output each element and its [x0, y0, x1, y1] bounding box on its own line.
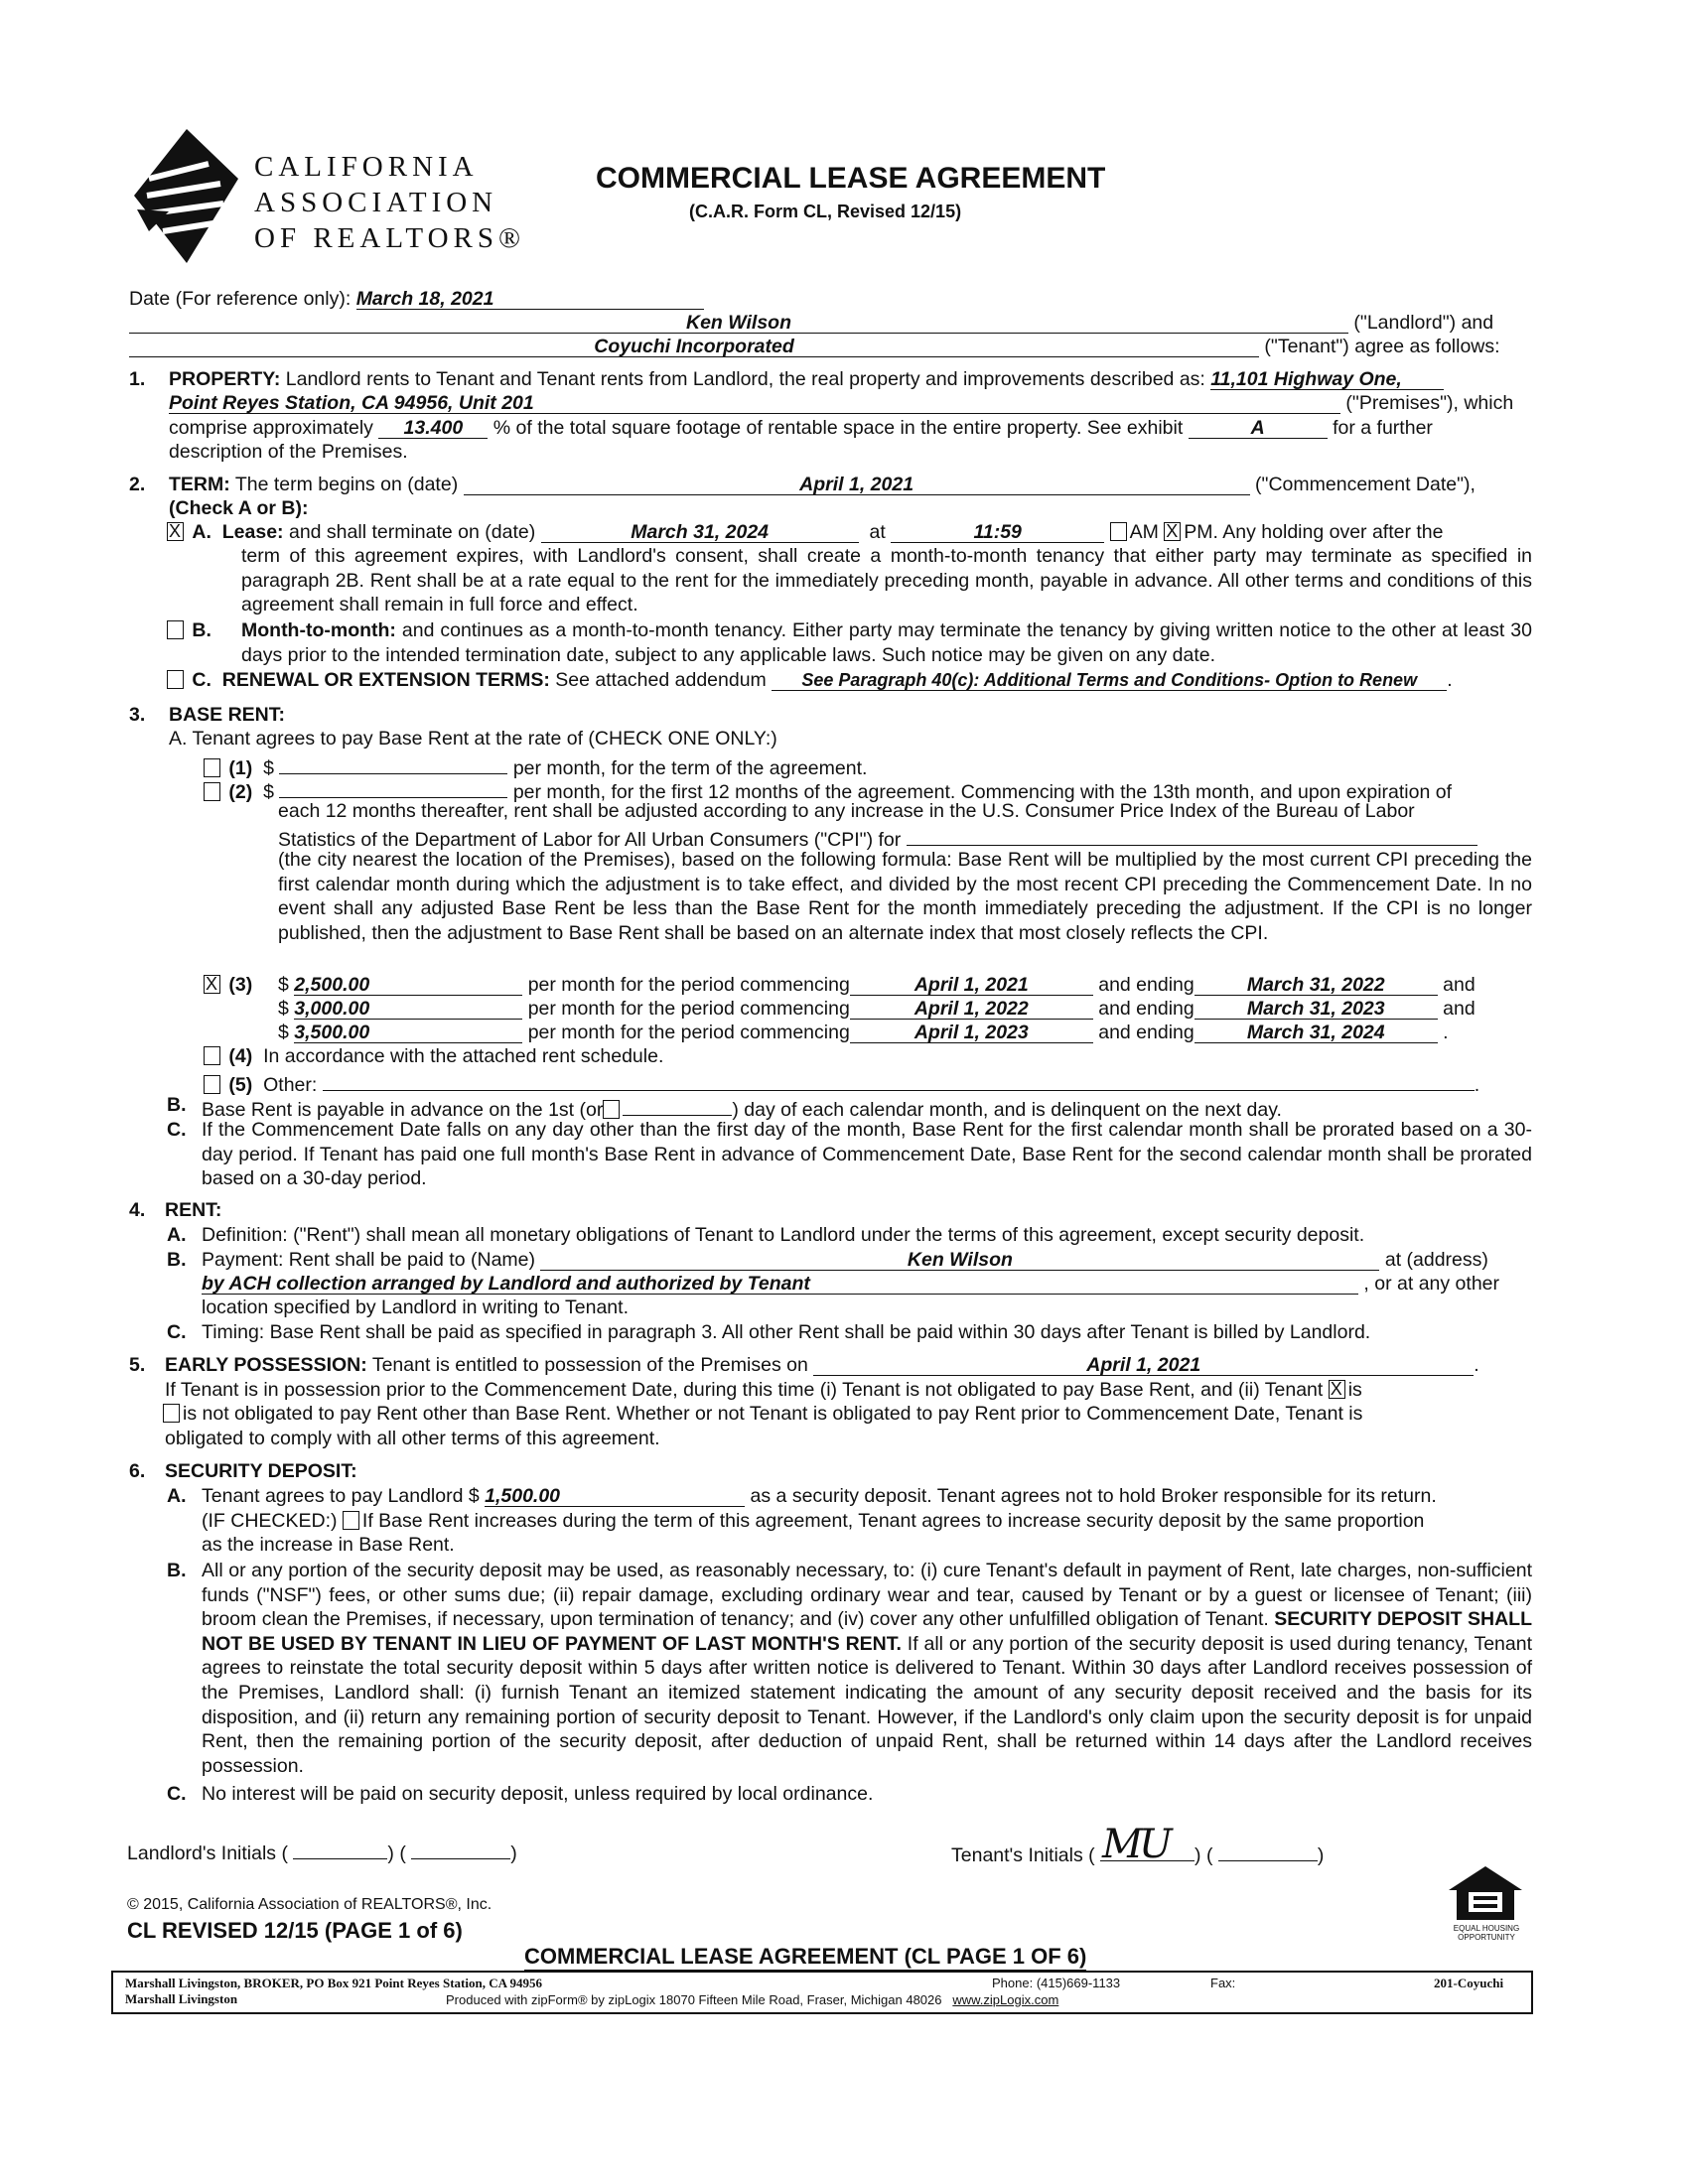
car-logo-icon: [129, 124, 243, 268]
rent-row-dollar: $: [278, 974, 289, 996]
rent-row-end: March 31, 2023: [1246, 998, 1385, 1020]
property-address-1: 11,101 Highway One,: [1210, 368, 1402, 390]
tenant-initials-close: ): [1317, 1844, 1325, 1866]
option-a-checkbox[interactable]: [167, 522, 184, 541]
section-6-a-label: A.: [167, 1485, 187, 1507]
percent-field[interactable]: [378, 416, 488, 439]
section-4-heading: RENT:: [165, 1199, 222, 1221]
term-option-c-line: [167, 668, 1453, 693]
rent-option-1-text: per month, for the term of the agreement.: [512, 757, 868, 779]
rent-row-end-field[interactable]: [1195, 1021, 1438, 1043]
landlord-name: Ken Wilson: [686, 312, 791, 334]
rent-option-2-text1: per month, for the first 12 months of the agreement. Commencing with the 13th month, and upon expiration of: [512, 781, 1453, 803]
section-6-a-line2: [202, 1509, 1424, 1534]
section-4-a-text: Definition: ("Rent") shall mean all monetary obligations of Tenant to Landlord under the terms of this agreement, except security deposit.: [202, 1224, 1365, 1246]
rent-option-2-dollar: $: [263, 781, 274, 803]
section-3-number: 3.: [129, 704, 146, 726]
rent-option-3-marker: [204, 973, 252, 998]
rent-row-start-field[interactable]: [850, 997, 1093, 1020]
rent-option-4-checkbox[interactable]: [204, 1046, 220, 1065]
tenant-handwritten-initial: MU: [1102, 1822, 1169, 1867]
org-line2: ASSOCIATION: [254, 187, 498, 218]
zipform-notice: [446, 1992, 1058, 2008]
section-5-number: 5.: [129, 1354, 146, 1376]
landlord-initials-label: Landlord's Initials (: [127, 1843, 288, 1864]
section-6-b-text2: If all or any portion of the security deposit is used during tenancy, Tenant agrees to reinstate the total security deposit within 5 days after written notice is delivered to Tenant. Within 30 days after Landlord receives possession of the Premises, Landlord shall: (i) furnish Tenant an itemized statement indicating the amount of any security deposit received and the basis for its disposition, and (ii) return any remaining portion of security deposit to Tenant. However, if the Landlord's only claim upon the security deposit is for unpaid Rent, then the remaining portion of the security deposit, after deduction of unpaid Rent, shall be returned within 14 days after the Landlord receives possession.: [202, 1632, 1532, 1777]
tenant-suffix: ("Tenant") agree as follows:: [1264, 336, 1500, 357]
option-b-label: B.: [192, 619, 211, 641]
rent-row-start: April 1, 2022: [914, 998, 1029, 1020]
option-a-text1: and shall terminate on (date): [288, 521, 536, 543]
option-a-heading: Lease:: [221, 521, 284, 543]
tenant-name: Coyuchi Incorporated: [594, 336, 794, 357]
landlord-initial-1-field[interactable]: [293, 1837, 387, 1859]
section-4-c-text: Timing: Base Rent shall be paid as specified in paragraph 3. All other Rent shall be paid within 30 days after Tenant is billed by Landlord.: [202, 1321, 1371, 1343]
payment-address: by ACH collection arranged by Landlord and authorized by Tenant: [202, 1273, 810, 1295]
tenant-initials-label: Tenant's Initials (: [951, 1844, 1095, 1866]
reference-date-field[interactable]: [356, 287, 704, 310]
section-1-line1: [169, 367, 1444, 392]
time-value: 11:59: [973, 521, 1022, 543]
section-6-a-text1: Tenant agrees to pay Landlord $: [202, 1485, 480, 1507]
section-4-b-label: B.: [167, 1249, 187, 1271]
section-4-b-line1: [202, 1248, 1488, 1273]
option-c-checkbox[interactable]: [167, 670, 184, 689]
rent-schedule-row: [278, 1021, 1449, 1045]
rent-option-1-amount-field[interactable]: [279, 751, 507, 774]
am-checkbox[interactable]: [1110, 522, 1127, 541]
rent-option-2-amount-field[interactable]: [279, 775, 507, 798]
ziplogix-link[interactable]: www.zipLogix.com: [952, 1992, 1059, 2007]
landlord-initials-sep: ) (: [387, 1843, 406, 1864]
page-title-footer: COMMERCIAL LEASE AGREEMENT (CL PAGE 1 OF 6): [524, 1944, 1087, 1969]
section-4-number: 4.: [129, 1199, 146, 1221]
section-6-number: 6.: [129, 1460, 146, 1482]
section-5-text2: If Tenant is in possession prior to the Commencement Date, during this time (i) Tenant is not obligated to pay Base Rent, and (ii) Tenant: [165, 1379, 1324, 1401]
rent-row-amount-field[interactable]: [294, 973, 522, 996]
rent-row-start: April 1, 2023: [914, 1022, 1029, 1043]
tenant-is-not-checkbox[interactable]: [163, 1404, 180, 1423]
exhibit-field[interactable]: [1189, 416, 1328, 439]
address-label: at (address): [1384, 1249, 1488, 1271]
time-field[interactable]: [891, 520, 1104, 543]
section-5-line2: [165, 1378, 1362, 1403]
rent-option-3-checkbox[interactable]: [204, 975, 220, 994]
check-a-or-b: (Check A or B):: [169, 497, 309, 519]
at-label: at: [869, 521, 886, 543]
rent-option-4-text: In accordance with the attached rent schedule.: [263, 1045, 664, 1067]
term-option-b-line: [167, 618, 211, 643]
org-line1: CALIFORNIA: [254, 151, 479, 183]
fax: Fax:: [1210, 1976, 1236, 1990]
payee-field[interactable]: [540, 1248, 1379, 1271]
deposit-increase-checkbox[interactable]: [343, 1511, 359, 1530]
org-name: [254, 149, 525, 256]
section-6-a-line1: [202, 1484, 1437, 1509]
rent-row-amount: 3,000.00: [294, 998, 370, 1020]
tenant-is-checkbox[interactable]: [1329, 1380, 1345, 1399]
landlord-initials: [127, 1837, 517, 1866]
rent-option-2-text2: each 12 months thereafter, rent shall be adjusted according to any increase in the U.S. Consumer Price Index of the Bureau of Labor: [278, 800, 1415, 822]
landlord-suffix: ("Landlord") and: [1353, 312, 1494, 334]
option-c-heading: RENEWAL OR EXTENSION TERMS:: [221, 669, 550, 691]
property-address-field-1[interactable]: [1210, 367, 1444, 390]
end-date-value: March 31, 2024: [631, 521, 770, 543]
section-3-b-text1: Base Rent is payable in advance on the 1st (or: [202, 1099, 604, 1121]
rent-row-end-field[interactable]: [1195, 997, 1438, 1020]
section-6-b-bold: SECURITY DEPOSIT SHALL NOT BE USED BY TENANT IN LIEU OF PAYMENT OF LAST MONTH'S RENT.: [202, 1608, 1533, 1655]
section-1-text3: for a further: [1333, 417, 1433, 439]
rent-option-4-number: (4): [228, 1045, 253, 1067]
section-6-heading: SECURITY DEPOSIT:: [165, 1460, 357, 1482]
pm-checkbox[interactable]: [1164, 522, 1181, 541]
broker-info: Marshall Livingston, BROKER, PO Box 921 Point Reyes Station, CA 94956: [125, 1976, 542, 1990]
section-6-a-text2: as a security deposit. Tenant agrees not to hold Broker responsible for its return.: [750, 1485, 1437, 1507]
payee-name: Ken Wilson: [907, 1249, 1013, 1271]
tenant-initial-1-field[interactable]: [1100, 1822, 1195, 1867]
tenant-initial-2-field[interactable]: [1218, 1839, 1318, 1861]
section-3-c-label: C.: [167, 1119, 187, 1141]
rent-row-and-ending: and ending: [1098, 1022, 1195, 1043]
rent-option-1-dollar: $: [263, 757, 274, 779]
any-other-label: , or at any other: [1363, 1273, 1499, 1295]
section-6-b-text: [202, 1559, 1532, 1778]
rent-option-2-text3: Statistics of the Department of Labor for All Urban Consumers ("CPI") for: [278, 829, 902, 851]
option-b-checkbox[interactable]: [167, 620, 184, 639]
rent-row-tail: and: [1443, 974, 1476, 996]
section-4-b-text2: location specified by Landlord in writing to Tenant.: [202, 1297, 629, 1318]
section-1-text1: Landlord rents to Tenant and Tenant rents from Landlord, the real property and improvements described as:: [285, 368, 1205, 390]
option-a-text2: term of this agreement expires, with Landlord's consent, shall create a month-to-month tenancy that either party may terminate as specified in paragraph 2B. Rent shall be at a rate equal to the rent for the immediately preceding month, payable in advance. All other terms and conditions of this agreement shall remain in full force and effect.: [241, 545, 1532, 616]
rent-option-5-text: Other:: [263, 1074, 318, 1096]
rent-row-tail: and: [1443, 998, 1476, 1020]
rent-row-amount-field[interactable]: [294, 997, 522, 1020]
end-date-field[interactable]: [541, 520, 859, 543]
section-5-line1: [165, 1353, 1479, 1378]
rent-row-start-field[interactable]: [850, 973, 1093, 996]
premises-label: ("Premises"), which: [1345, 392, 1514, 414]
possession-date: April 1, 2021: [1086, 1354, 1201, 1376]
option-b-heading: Month-to-month:: [241, 619, 396, 641]
renewal-terms-field[interactable]: [772, 668, 1447, 691]
deposit-amount: 1,500.00: [485, 1485, 561, 1507]
rent-option-5-other-field[interactable]: [323, 1068, 1475, 1091]
section-5-text4: obligated to comply with all other terms of this agreement.: [165, 1428, 660, 1449]
option-b-text: [241, 618, 1532, 667]
comprise-label: comprise approximately: [169, 417, 373, 439]
term-option-a-line: [167, 520, 1444, 545]
section-6-b-text1: All or any portion of the security deposit may be used, as reasonably necessary, to: (i) cure Tenant's default in payment of Rent, late charges, non-sufficient funds ("NSF") fees, or other sums due; (ii) repair damage, excluding ordinary wear and tear, caused by Tenant or by a guest or licensee of Tenant; (iii) broom clean the Premises, if necessary, upon termination of tenancy; and (iv) cover any other unfulfilled obligation of Tenant.: [202, 1560, 1532, 1631]
option-a-label: A.: [192, 521, 211, 543]
section-1-text2: % of the total square footage of rentable space in the entire property. See exhibit: [492, 417, 1184, 439]
rent-option-2-text4: (the city nearest the location of the Premises), based on the following formula: Base Rent will be multiplied by the most current CPI preceding the first calendar month during which the adjustment is to take effect, and divided by the most recent CPI preceding the Commencement Date. In no event shall any adjusted Base Rent be less than the Base Rent for the month immediately preceding the adjustment. If the CPI is no longer published, then the adjustment to Base Rent shall be based on an alternate index that most closely reflects the CPI.: [278, 849, 1532, 944]
tenant-initials-sep: ) (: [1195, 1844, 1213, 1866]
document-id: 201-Coyuchi: [1434, 1976, 1504, 1990]
payment-to-label: Payment: Rent shall be paid to (Name): [202, 1249, 535, 1271]
commencement-label: ("Commencement Date"),: [1255, 474, 1476, 495]
section-3-heading: BASE RENT:: [169, 704, 286, 726]
equal-housing-label: EQUAL HOUSING OPPORTUNITY: [1453, 1924, 1520, 1942]
rent-row-end: March 31, 2024: [1246, 1022, 1385, 1043]
agent-name: Marshall Livingston: [125, 1991, 238, 2006]
rent-row-end: March 31, 2022: [1246, 974, 1385, 996]
section-6-c-label: C.: [167, 1783, 187, 1805]
section-5-period: .: [1474, 1354, 1479, 1376]
landlord-initial-2-field[interactable]: [411, 1837, 510, 1859]
section-5-line3: [163, 1402, 1362, 1427]
rent-row-and-ending: and ending: [1098, 974, 1195, 996]
property-address-field-2[interactable]: [169, 391, 1340, 414]
section-1-line3: [169, 416, 1433, 441]
rent-row-tail: .: [1443, 1022, 1449, 1043]
rent-option-4-line: [204, 1044, 663, 1069]
rent-option-1-number: (1): [228, 757, 253, 779]
org-line3: OF REALTORS®: [254, 222, 526, 254]
section-6-a-text4: If Base Rent increases during the term of this agreement, Tenant agrees to increase security deposit by the same proportion: [361, 1510, 1425, 1532]
option-c-period: .: [1447, 669, 1453, 691]
section-2-text1: The term begins on (date): [234, 474, 459, 495]
rent-option-5-number: (5): [228, 1074, 253, 1096]
section-2-heading: TERM:: [169, 474, 230, 495]
phone: Phone: (415)669-1133: [992, 1976, 1121, 1990]
section-3-b-label: B.: [167, 1094, 187, 1116]
section-2-line1: [169, 473, 1476, 497]
reference-date-line: [129, 287, 704, 312]
document-subtitle: (C.A.R. Form CL, Revised 12/15): [689, 202, 962, 221]
landlord-line: [129, 311, 1519, 336]
exhibit-value: A: [1250, 417, 1265, 439]
rent-row-and-ending: and ending: [1098, 998, 1195, 1020]
option-c-text: See attached addendum: [555, 669, 767, 691]
section-1-line2: [169, 391, 1513, 416]
rent-row-start-field[interactable]: [850, 1021, 1093, 1043]
section-1-number: 1.: [129, 368, 146, 390]
rent-row-amount: 2,500.00: [294, 974, 370, 996]
rent-row-start: April 1, 2021: [914, 974, 1029, 996]
possession-date-field[interactable]: [813, 1353, 1474, 1376]
section-3-c-text: If the Commencement Date falls on any day other than the first day of the month, Base Rent for the first calendar month shall be prorated based on a 30-day period. If Tenant has paid one full month's Base Rent in advance of Commencement Date, Base Rent for the second calendar month shall be prorated based on a 30-day period.: [202, 1119, 1532, 1190]
landlord-name-field[interactable]: [129, 311, 1348, 334]
payment-day-field[interactable]: [623, 1093, 732, 1116]
section-2-number: 2.: [129, 474, 146, 495]
tenant-initials: [951, 1822, 1325, 1868]
produced-with: Produced with zipForm® by zipLogix 18070 Fifteen Mile Road, Fraser, Michigan 48026: [446, 1992, 942, 2007]
section-5-heading: EARLY POSSESSION:: [165, 1354, 367, 1376]
section-6-c-text: No interest will be paid on security deposit, unless required by local ordinance.: [202, 1783, 874, 1805]
rent-row-dollar: $: [278, 998, 289, 1020]
term-begin-field[interactable]: [464, 473, 1250, 495]
deposit-amount-field[interactable]: [485, 1484, 745, 1507]
copyright: © 2015, California Association of REALTORS®, Inc.: [127, 1896, 492, 1913]
property-address-2: Point Reyes Station, CA 94956, Unit 201: [169, 392, 534, 414]
tenant-name-field[interactable]: [129, 335, 1259, 357]
section-6-b-label: B.: [167, 1560, 187, 1581]
rent-row-text: per month for the period commencing: [527, 974, 850, 996]
rent-row-amount: 3,500.00: [294, 1022, 370, 1043]
payment-address-field[interactable]: [202, 1272, 1358, 1295]
section-4-c-label: C.: [167, 1321, 187, 1343]
am-label: AM: [1129, 521, 1159, 543]
rent-row-end-field[interactable]: [1195, 973, 1438, 996]
term-begin-date: April 1, 2021: [799, 474, 914, 495]
rent-schedule-row: [278, 973, 1476, 998]
section-6-a-text5: as the increase in Base Rent.: [202, 1534, 455, 1556]
tenant-is-label: is: [1347, 1379, 1362, 1401]
section-4-a-label: A.: [167, 1224, 187, 1246]
form-revision: CL REVISED 12/15 (PAGE 1 of 6): [127, 1918, 463, 1943]
rent-schedule-row: [278, 997, 1476, 1022]
rent-option-5-period: .: [1474, 1074, 1480, 1096]
section-1-heading: PROPERTY:: [169, 368, 281, 390]
section-3-b-text2: ) day of each calendar month, and is delinquent on the next day.: [732, 1099, 1282, 1121]
cpi-city-field[interactable]: [907, 823, 1477, 846]
rent-option-2-checkbox[interactable]: [204, 782, 220, 801]
renewal-terms-value: See Paragraph 40(c): Additional Terms and Conditions- Option to Renew: [801, 670, 1418, 690]
section-1-line4: description of the Premises.: [169, 441, 408, 463]
tenant-line: [129, 335, 1519, 359]
rent-row-amount-field[interactable]: [294, 1021, 522, 1043]
section-6-a-text3: (IF CHECKED:): [202, 1510, 338, 1532]
section-5-text1: Tenant is entitled to possession of the Premises on: [371, 1354, 808, 1376]
date-label: Date (For reference only):: [129, 288, 351, 310]
rent-option-5-checkbox[interactable]: [204, 1075, 220, 1094]
rent-option-2-number: (2): [228, 781, 253, 803]
payment-day-checkbox[interactable]: [603, 1100, 620, 1119]
rent-row-dollar: $: [278, 1022, 289, 1043]
option-c-label: C.: [192, 669, 211, 691]
document-title: COMMERCIAL LEASE AGREEMENT: [596, 162, 1106, 195]
rent-row-text: per month for the period commencing: [527, 1022, 850, 1043]
section-5-text3: is not obligated to pay Rent other than Base Rent. Whether or not Tenant is obligated to pay Rent prior to Commencement Date, Tenant is: [183, 1403, 1363, 1425]
pm-label: PM. Any holding over after the: [1184, 521, 1444, 543]
landlord-initials-close: ): [510, 1843, 517, 1864]
rent-option-3-number: (3): [228, 974, 253, 996]
reference-date-value: March 18, 2021: [355, 288, 494, 310]
rent-row-text: per month for the period commencing: [527, 998, 850, 1020]
percent-value: 13.400: [403, 417, 464, 439]
option-b-body: and continues as a month-to-month tenancy. Either party may terminate the tenancy by giving written notice to the other at least 30 days prior to the intended termination date, subject to any applicable laws. Such notice may be given on any date.: [241, 619, 1532, 666]
section-3-a-text: A. Tenant agrees to pay Base Rent at the rate of (CHECK ONE ONLY:): [169, 728, 777, 750]
broker-footer-box: [111, 1971, 1533, 2014]
section-4-b-line2: [202, 1272, 1499, 1297]
